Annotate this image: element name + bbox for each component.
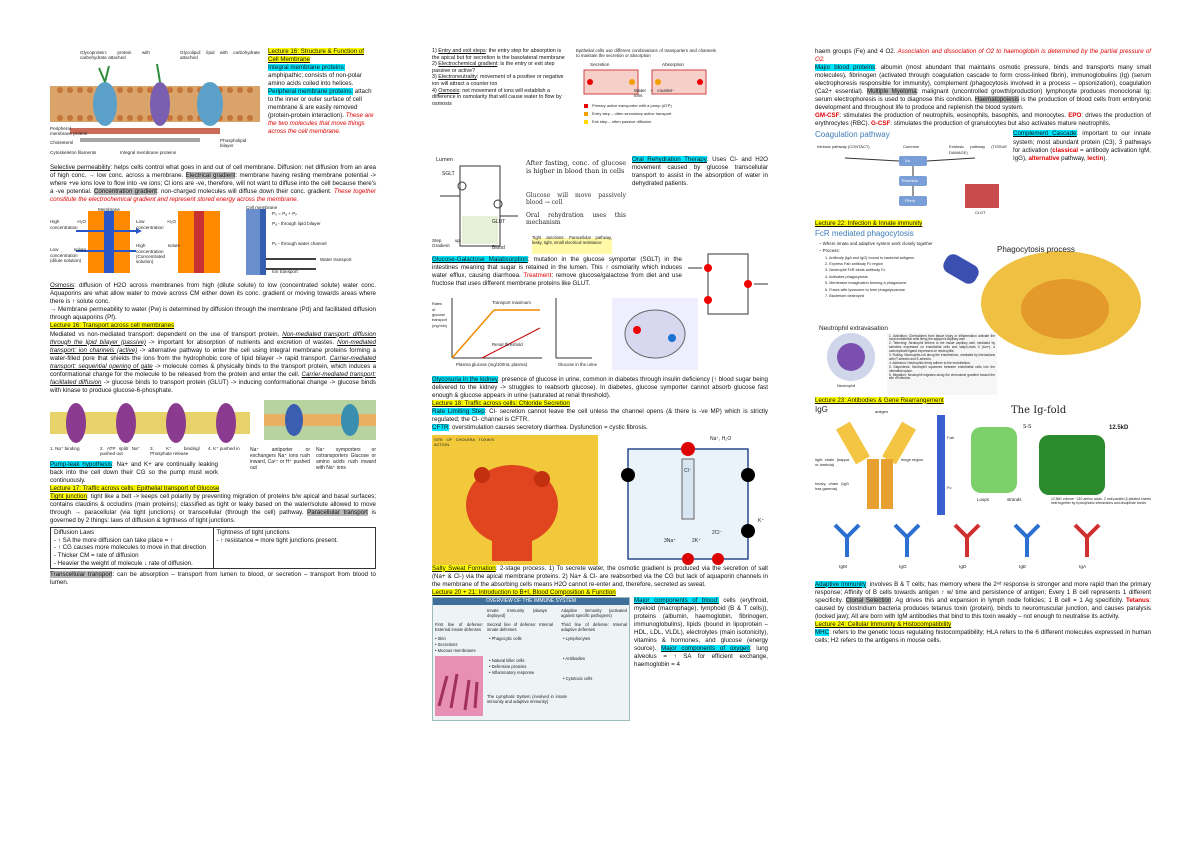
transcellular-text: : can be absorption – transport from lumen to blood, or secretion – transport from blood to lumen. — [50, 571, 376, 587]
classical-term: classical — [1052, 146, 1079, 154]
myeloma-term: Multiple Myeloma — [866, 88, 917, 96]
immune-item: • Antibodies — [563, 655, 585, 661]
graph-label: Transport maximum — [492, 300, 531, 306]
fig1-label: Cholesterol — [50, 140, 74, 145]
immune-fig-title: OVERVIEW OF THE IMMUNE SYSTEM — [433, 598, 629, 605]
selective-permeability-paragraph — [50, 164, 376, 204]
renal-threshold-figure — [432, 292, 768, 376]
carrier-term-2: Carrier-mediated transport: facilitated diffusion — [50, 370, 376, 386]
ab-label: heavy chain (IgG has gamma) — [815, 480, 849, 491]
ab-label: The Ig-fold — [1011, 404, 1067, 416]
tight-junction-term: Tight junction — [50, 493, 87, 501]
complement-paragraph — [1013, 130, 1151, 162]
fig2-label: Membrane — [98, 207, 120, 213]
fig2-label: Water transport — [320, 257, 352, 263]
cholera-label: 2K⁺ — [692, 537, 701, 544]
glycosuria-text: : presence of glucose in urine, common in diabetes through insulin deficiency (↑ blood sugar being delivered to the kidney -> struggles to reabsorb glucose). In diabetes, glucose symporter cannot absorb glucose fast enough & glucose appears in urine (saturated at renal threshold). — [432, 376, 768, 400]
fcr-label: Neutrophil — [837, 382, 856, 388]
fig3-label: Na⁺ antiporter or exchangers Na⁺ ions rush inward, Ca²⁺ or H⁺ pushed out — [250, 446, 310, 471]
fig1-label: Glycoprotein: protein with carbohydrate attached — [80, 50, 150, 61]
adaptive-term: Adaptive Immunity — [815, 580, 867, 588]
rule-item: 3) Electroneutrality: movement of a positive or negative ion will attract a counter ion — [432, 74, 564, 87]
cholera-label: 2Cl⁻ — [712, 529, 723, 536]
sketch-note: Tight Junctions: Paracellular pathway, leaky, tight, small electrical resistance — [532, 235, 612, 245]
fig2-label: Pₚ - through water channel — [272, 241, 327, 247]
sketch-note: Glucose will move passively blood → cell — [526, 192, 626, 206]
fcr-step: 6. Fuses with lysosome to form phagolysosome — [825, 287, 905, 292]
column-1 — [50, 48, 376, 587]
peripheral-text: attach to the inner or outer surface of cell membrane & are easily removed (protein-protein interaction). — [268, 88, 372, 120]
osmosis-term: Osmosis — [50, 282, 75, 290]
fig-label: Secretion — [590, 62, 610, 67]
rule-item: 2) Electrochemical gradient: is the entry or exit step passive or active? — [432, 61, 555, 74]
haematopoiesis-term: Haematopoiesis — [974, 96, 1020, 104]
haem-text: haem groups (Fe) and 4 O2. — [815, 48, 898, 55]
immune-item: • Skin — [435, 635, 446, 641]
rule-item: 1) Entry and exit steps: the entry step for absorption is the apical but for secretion is the basolateral membrane — [432, 48, 565, 61]
sketch-label: Step up Gradient — [432, 238, 460, 249]
osmosis-text: : diffusion of H2O across membranes from high (dilute solute) to low (concentrated solute) water conc. Aquaporins are what allow water to move across CM either down its conc. gradient or moving towards areas where there is ↑ solute conc. — [50, 282, 376, 306]
fig-title: Epithelial cells use different combinations of transporters and channels to maintain the secretion or absorption — [576, 48, 716, 58]
paracellular-text: is governed by 2 things: laws of diffusion & tightness of tight junctions. — [50, 509, 376, 525]
blood-proteins-text: : albumin (most abundant that maintains osmotic pressure, binds and transports many small molecules), fibrinogen (activated through coagulation cascade to form cross-linked fibrin), immunoglobulins (Ig) (serum electrophoresis responsible for immunity), complement (phagocytosis involved in a process – opsonization), coagulation (Ca2+ essential). — [815, 64, 1151, 96]
ab-label: hinge region — [901, 456, 924, 462]
sel-perm-term: Selective permeability — [50, 164, 111, 171]
blood-components-paragraph — [634, 597, 768, 669]
isotype-label: IgE — [1019, 564, 1027, 570]
immune-label: Second line of defense: Internal innate defenses — [487, 621, 553, 633]
transcellular-term: Transcellular transport — [50, 571, 113, 579]
cftr-text: : overstimulation causes secretory diarrhea. Dysfunction = cystic fibrosis. — [448, 424, 648, 432]
coag-label: Fibrin — [905, 198, 916, 204]
immune-item: • Natural killer cells — [489, 657, 525, 663]
fcr-bullet: – Where innate and adaptive system work closely together — [819, 240, 933, 246]
immune-system-figure — [432, 597, 630, 721]
glycosuria-paragraph — [432, 376, 768, 400]
transport-text: Mediated vs non-mediated transport: dependent on the use of transport protein. — [50, 330, 283, 338]
immune-label: Innate Immunity (always deployed) — [487, 607, 547, 619]
coag-label: CLOT — [975, 210, 986, 216]
fig1-label: Phospholipid bilayer — [220, 138, 247, 149]
fcr-label: Neutrophil extravasation — [819, 324, 888, 332]
column-2 — [432, 48, 768, 719]
laws-heading: Tightness of tight junctions — [216, 529, 290, 537]
adaptive-paragraph — [815, 581, 1151, 621]
ggm-paragraph — [432, 256, 682, 288]
epo-term: EPO — [1068, 112, 1082, 120]
osmosis-text-2: → Membrane permeability to water (Pw) is determined by diffusion through the membrane (Pd) and facilitated diffusion through aquaporins (Pf). — [50, 306, 376, 322]
fcr-step: 1. Antibody (IgA and IgG) bound to bacterial antigens — [825, 255, 915, 260]
cholera-label: SITE OF CHOLERA TOXIN'S ACTION — [434, 436, 494, 447]
gmcsf-term: GM-CSF — [815, 112, 840, 120]
gmcsf-text: : stimulates the production of neutrophils, eosinophils, basophils, and monocytes. — [839, 112, 1069, 120]
graph-label: Plasma glucose (mg/100mL plasma) — [456, 362, 528, 368]
complement-term: Complement Cascade — [1013, 130, 1077, 138]
fig-legend: Primary active transporter with a pump (ATP) — [592, 103, 672, 108]
lecture-22-title: Lecture 22: Infection & Innate immunity — [815, 220, 923, 228]
chloride-paragraph — [432, 400, 768, 432]
ors-term: Oral Rehydration Therapy — [632, 156, 707, 163]
lecture-16-side-text — [268, 48, 376, 137]
fig-legend: Exit step – often passive diffusion — [592, 119, 652, 124]
graph-label: Rates of glucose transport (mg/min) — [432, 302, 447, 328]
fcr-step: 3. Neutrophil FcR binds antibody Fc — [825, 268, 886, 273]
law-item: - ↑ CG causes more molecules to move in that direction — [54, 544, 206, 552]
isotype-label: IgA — [1079, 564, 1087, 570]
sweat-paragraph — [432, 565, 768, 589]
ggm-text-2: : remove glucose/galactose from diet and use fructose that uses different membrane proteins like GLUT. — [432, 272, 682, 288]
fig2-label: Low solute concentration (dilute solution) — [50, 247, 86, 264]
rls-text: : Cl- secretion cannot leave the cell unless the channel opens (& there is -ve MP) which is strictly regulated; the Cl- channel is CFTR. — [432, 408, 768, 424]
extravasation-steps — [889, 335, 995, 382]
integral-term: Integral membrane proteins: — [268, 64, 346, 72]
fig3-label: 3. K⁺ binding/ Phosphate release — [150, 445, 200, 457]
ab-label: Fc — [947, 484, 952, 490]
complement-text: : important to our innate system; most abundant protein (C3), 3 pathways for activation ( — [1013, 130, 1152, 154]
paracellular-term: Paracellular transport — [307, 509, 368, 517]
fig2-label: Cell membrane — [246, 205, 278, 211]
epithelial-rules-list — [432, 48, 570, 107]
sel-perm-text: : helps cells control what goes in and out of cell membrane. Diffusion: net diffusion from an area of high conc. → low conc. across a membrane. — [50, 164, 376, 180]
lecture-17-title: Lecture 17: Traffic across cells: Epithelial transport of Glucose — [50, 485, 220, 493]
fig3-label: 4. K⁺ pushed in — [208, 445, 240, 451]
glucose-transport-sketch — [432, 156, 628, 254]
coag-label: Extrinsic pathway (TISSUE DAMAGE) — [949, 144, 1007, 155]
coag-label: Xa — [905, 158, 910, 164]
mhc-term: MHC — [815, 628, 830, 636]
law-item: - Thicker CM = rate of diffusion — [54, 552, 139, 560]
fig-legend: Entry step – often secondary active transport — [592, 111, 672, 116]
cholera-figure — [432, 435, 768, 565]
pump-leak-text: : Na+ and K+ are continually leaking back into the cell down their CG so the pump must work continuously. — [50, 460, 218, 484]
mhc-text: : refers to the genetic locus regulating histocompatibility; HLA refers to the 6 different molecules expressed in human cells; H2 refers to the antigens in mouse cells. — [815, 628, 1151, 644]
complement-text: = antibody activation IgM, IgG), — [1013, 146, 1151, 162]
isotype-label: IgM — [839, 564, 847, 570]
blood-comp-text: cells (erythroid, myeloid (macrophage), lymphoid (B & T cells)), proteins (albumin, haemoglobin, fibrinogen, immunoglobulins), lipids (bound in lipoprotein – HDL, LDL, VLDL), electrolytes (main isotonicity), vitamins & hormones, and glucose (energy source). — [634, 596, 769, 652]
law-item: - ↑ resistance = more tight junctions present. — [216, 536, 339, 544]
haem-paragraph — [815, 48, 1151, 64]
conc-grad-term: Concentration gradient — [93, 188, 157, 196]
transport-text: -> glucose binds to transport protein (GLUT) -> inducing conformational change -> glucose binds with kinase to produce glucose-6-phosphate. — [50, 378, 377, 394]
sketch-note: Oral rehydration uses this mechanism — [526, 212, 626, 226]
graph-label: Renal threshold — [492, 342, 523, 348]
fig3-label: Na⁺ symporters or cotransporters Glucose or amino acids rush inward with Na⁺ ions — [316, 446, 376, 471]
sketch-label: SGLT — [442, 171, 455, 177]
complement-text: ). — [1103, 154, 1108, 162]
ab-label: Loops — [977, 496, 989, 502]
transport-text: -> molecule comes & physically binds to the transport protein, which induces a conformational change for the molecule to be released from the protein and enter the cell. — [50, 362, 377, 378]
complement-text: pathway, — [1059, 154, 1088, 162]
fcr-label: Phagocytosis process — [997, 244, 1075, 254]
clonal-term: Clonal Selection — [845, 596, 892, 604]
ggm-treatment-term: Treatment — [523, 272, 552, 280]
tight-junction-text: : tight like a belt -> keeps cell polarity by preventing migration of proteins b/w apical and basal surfaces; contains claudins & occludins (main proteins); classified as tight or leaky based on the water/solute allowed to move through → paracellular (via tight junctions) or transcellular (through the cell) pathway. — [50, 493, 376, 517]
immune-item: • Mucous membranes — [435, 647, 476, 653]
fcr-step: 7. Bacterium destroyed — [825, 293, 865, 298]
fcr-step: 4. Activates phagocytosis — [825, 274, 868, 279]
cholera-label: Cl⁻ — [684, 467, 692, 474]
extravasation-step: 4. Adhesion: Neutrophils firmly adhere to the endothelium. — [889, 360, 971, 365]
immune-item: • Cytotoxic cells — [563, 675, 593, 681]
tightness-cell — [213, 528, 376, 569]
cholera-label: Na⁺, H₂O — [710, 435, 732, 442]
immune-item: • Phagocytic cells — [489, 635, 522, 641]
elec-grad-term: Electrical gradient — [185, 172, 236, 180]
ab-label: light chain (kappa or lambda) — [815, 456, 849, 467]
lecture-16-red-note: These are the two molecules that move things across the cell membrane. — [268, 112, 374, 136]
tetanus-text: : caused by clostridium bacteria produces tetanus toxin (protein), binds to neuromuscular junction, and causes paralysis (locked jaw); All are born with IgM antibodies that bind to this toxin weakly – not enough to neutralise its activity. — [815, 596, 1152, 620]
diffusion-laws-table — [50, 527, 376, 569]
immune-item: • Inflammatory response — [489, 669, 535, 675]
fig2-label: High solute concentration (Concentrated solution) — [136, 243, 180, 265]
graph-label: Glucose in the urine — [558, 362, 598, 368]
alternative-term: alternative — [1028, 154, 1060, 162]
fig-label: Water + counter-ions — [634, 88, 674, 99]
pump-leak-term: Pump-leak hypothesis — [50, 460, 112, 468]
lecture-22-heading — [815, 220, 1151, 228]
fcr-step: 5. Membrane invagination forming a phagosome — [825, 281, 907, 286]
ors-text: : Uses Cl- and H2O movement caused by glucose transcellular transport to assist in the absorption of water in dehydrated patients. — [632, 156, 768, 188]
cftr-term: CFTR — [432, 424, 449, 432]
lecture-24-title: Lecture 24: Cellular Immunity & Histocompatibility — [815, 620, 952, 628]
coag-label: Common — [903, 144, 920, 150]
immune-label: Third line of defense: Internal adaptive defenses — [561, 621, 627, 633]
immune-label: Adaptive Immunity (activated against specific pathogens) — [561, 607, 627, 619]
lecture-20-heading — [432, 589, 768, 597]
lectin-term: lectin — [1087, 154, 1104, 162]
cholera-label: 3Na⁺ — [664, 537, 676, 544]
fig1-label: Glycolipid: lipid with carbohydrate attached — [180, 50, 260, 61]
lecture-18-title: Lecture 18: Traffic across cells: Chloride Secretion — [432, 400, 570, 408]
osmosis-figure — [50, 207, 376, 279]
rule-item: 4) Osmosis: net movement of ions will establish a difference in osmolarity that will cause water to flow by osmosis — [432, 87, 562, 107]
transport-text: -> alternative pathway to enter the cell using integral membrane proteins forming a water-filled pore that shields the ions from the hydrophobic core of lipid bilayer -> rapid transport. — [50, 346, 377, 362]
diffusion-laws-cell — [51, 528, 214, 569]
cholera-label: K⁺ — [758, 517, 764, 524]
rls-term: Rate Limiting Step — [432, 408, 485, 416]
adaptive-text: : involves B & T cells; has memory where the 2ⁿᵈ response is stronger and more rapid than the primary response; Affinity of B cells towards antigen ↑ w/ time and persistence of antigen; Every 1 B cell represents 1 different specificity. — [815, 580, 1151, 604]
fig2-label: Low H₂O concentration — [136, 219, 176, 230]
coag-title: Coagulation pathway — [815, 130, 890, 140]
ggm-term: Glucose-Galactose Malabsorption — [432, 256, 528, 263]
fig2-label: Pₐ - through lipid bilayer — [272, 221, 321, 227]
o2-term: Major components of oxygen — [661, 644, 750, 652]
extravasation-step: 1. Activation: Chemokines from tissue injury or inflammation activate the local endothelial cells lining the adjacent capillary wall. — [889, 333, 995, 342]
ab-label: 12.5kD volume ~110 amino acids, 2 anti-parallel β-pleated sheets held together by hydrophobic interactions and disulphide bonds — [1051, 496, 1151, 505]
gcsf-term: G-CSF — [871, 120, 891, 128]
nonmediated-term-2: Non-mediated transport: ion channels (active) — [50, 338, 376, 354]
myeloma-text: : malignant (uncontrolled growth/production) lymphocyte produces monoclonal Ig; serum electrophoresis is used to diagnose this condition. — [815, 88, 1151, 104]
gcsf-text: : stimulates the production of granulocytes but also activates mature neutrophils. — [890, 120, 1111, 128]
ab-label: S-S — [1023, 423, 1032, 430]
sketch-label: Blood — [492, 245, 505, 251]
pump-leak-paragraph — [50, 461, 218, 485]
epithelial-transport-figure — [576, 48, 716, 132]
immune-item: • Defensive proteins — [489, 663, 527, 669]
ors-paragraph — [632, 156, 768, 188]
blood-comp-term: Major components of blood: — [634, 596, 719, 604]
lecture-20-title: Lecture 20 + 21: Introduction to B+I, Blood Composition & Function — [432, 588, 616, 596]
extravasation-step: 3. Rolling: Neutrophils roll along the endothelium, mediated by interactions with P-selectin and E-selectin. — [889, 353, 995, 361]
fcr-phagocytosis-figure — [815, 229, 1151, 395]
ggm-text: : mutation in the glucose symporter (SGLT) in the intestines meaning that sugar is retained in the lumen. This ↑ osmolarity which induces water efflux, causing diarrhoea. — [432, 256, 683, 280]
coag-label: Thrombin — [901, 178, 918, 184]
immune-label: The Lymphatic System (involved in innate immunity and adaptive immunity) — [487, 693, 567, 705]
nonmediated-term: Non-mediated transport: diffusion through the lipid bilayer (passive) — [50, 330, 376, 346]
integral-text: amphipathic; consists of non-polar amino acids coiled into helices. — [268, 72, 362, 88]
transport-text: -> important for absorption of nutrients and excretion of wastes. — [145, 338, 338, 346]
sweat-text: : 2-stage process. 1) To secrete water, the osmotic gradient is produced via the secretion of salt (Na+ & Cl-) via the apical membrane proteins. 2) Na+ & Cl- are reabsorbed via the CG but lack of aquaporin channels in the membrane of the absorbing cells means H2O cannot re-enter and, therefore, secreted as sweat. — [432, 564, 768, 588]
glycosuria-term: Glycosuria in the kidney — [432, 376, 498, 384]
lecture-23-title: Lecture 23: Antibodies & Gene Rearrangement — [815, 396, 944, 404]
ab-label: Fab — [947, 434, 954, 440]
fig1-label: Cytoskeleton filaments — [50, 150, 97, 155]
fig3-label: 1. Na⁺ binding — [50, 445, 80, 451]
blood-proteins-term: Major blood proteins — [815, 64, 876, 72]
isotype-label: IgG — [899, 564, 907, 570]
clonal-text: : Ag drives this and expansion in lymph node follicles; 1 B cell = 1 Ag specificity. — [891, 596, 1127, 604]
law-item: - ↑ SA the more diffusion can take place = ↑ — [54, 536, 174, 544]
ab-label: strands — [1007, 496, 1022, 502]
fcr-step: 2. Express Fab antibody Fc region — [825, 261, 883, 266]
fig2-label: High H₂O concentration — [50, 219, 86, 230]
fig3-label: 2. ATP split/ Na⁺ pushed out — [100, 445, 140, 457]
coagulation-figure — [815, 130, 1007, 216]
elec-grad-text: : membrane having resting membrane potential -> where +ve ions love to flow into -ve ions; Cl ions are -ve, therefore, will not want to diffuse into the cell because there's a -ve potential. — [50, 172, 376, 196]
sketch-label: Lumen — [436, 157, 453, 163]
osmosis-paragraph — [50, 282, 376, 322]
carrier-term: Carrier-mediated transport: sequential opening of gate — [50, 354, 376, 370]
conc-grad-red-note: These together constitute the electrochemical gradient and represent stored energy across the membrane. — [50, 188, 376, 204]
ab-label: antigen — [875, 408, 889, 414]
blood-proteins-paragraph — [815, 64, 1151, 128]
lecture-23-heading — [815, 397, 1151, 405]
fig-label: Absorption — [662, 62, 684, 67]
fig1-label: Peripheral membrane protein — [50, 126, 88, 137]
lecture-24-paragraph — [815, 621, 1151, 645]
haem-red-note: Association and dissociation of O2 to haemoglobin is determined by the partial pressure of O2. — [815, 48, 1151, 64]
fig2-label: P₀ = Pₐ + Pₚ — [272, 211, 298, 217]
extravasation-step: 2. Tethering: Neutrophil tethers to the inside capillary wall, mediated by selectins expressed on endothelial cells and sialyl-Lewis X (sLeˣ), a carbohydrate ligand expressed on neutrophils. — [889, 341, 995, 354]
law-item: - Heavier the weight of molecule ↓ rate of diffusion. — [54, 559, 193, 567]
peripheral-term: Peripheral membrane proteins: — [268, 88, 353, 96]
sweat-term: Salty Sweat Formation — [432, 564, 496, 572]
transcellular-paragraph — [50, 571, 376, 587]
antibody-figure — [815, 405, 1151, 581]
cell-membrane-figure — [50, 48, 260, 162]
epo-text: : drives the production of erythrocytes (RBC). — [815, 112, 1151, 128]
fig1-label: Integral membrane proteins — [120, 150, 177, 155]
fcr-bullet: – Process: — [819, 247, 840, 253]
immune-item: • Secretions — [435, 641, 458, 647]
transport-paragraph — [50, 322, 376, 394]
column-3 — [815, 48, 1151, 645]
conc-grad-text: : non-charged molecules will diffuse down their conc. gradient. — [157, 188, 332, 196]
ab-label: IgG — [815, 404, 828, 414]
fcr-title: FcR mediated phagocytosis — [815, 228, 914, 238]
tight-junction-paragraph — [50, 485, 376, 525]
laws-heading: Diffusion Laws — [54, 529, 95, 537]
lecture-16b-title: Lecture 16: Transport across cell membranes — [50, 322, 175, 330]
fig2-label: Ion transport — [272, 269, 298, 275]
lecture-16-title: Lecture 16: Structure & Function of Cell Membrane — [268, 48, 364, 64]
isotype-label: IgD — [959, 564, 967, 570]
ab-label: 12.5kD — [1109, 424, 1129, 431]
sketch-label: GLUT — [492, 219, 506, 225]
coag-label: Intrinsic pathway (CONTACT) — [817, 144, 870, 150]
extravasation-step: 6. Migration: Neutrophil migrates along the chemokine gradient toward the site of infection. — [889, 372, 995, 381]
o2-text: : lung alveolus = ↑ SA for efficient exchange, haemoglobin = 4 — [634, 644, 768, 669]
immune-label: First line of defense: External innate defenses — [435, 621, 483, 633]
haematopoiesis-text: is the production of blood cells from embryonic development and throughout life to produce and replenish the blood system. — [815, 96, 1151, 112]
sketch-note: After fasting, conc. of glucose is higher in blood than in cells — [526, 159, 626, 175]
immune-item: • Lymphocytes — [563, 635, 591, 641]
extravasation-step: 5. Diapedesis: Neutrophil squeezes between endothelial cells into the interstitial space. — [889, 364, 995, 373]
tetanus-term: Tetanus — [1126, 596, 1150, 604]
